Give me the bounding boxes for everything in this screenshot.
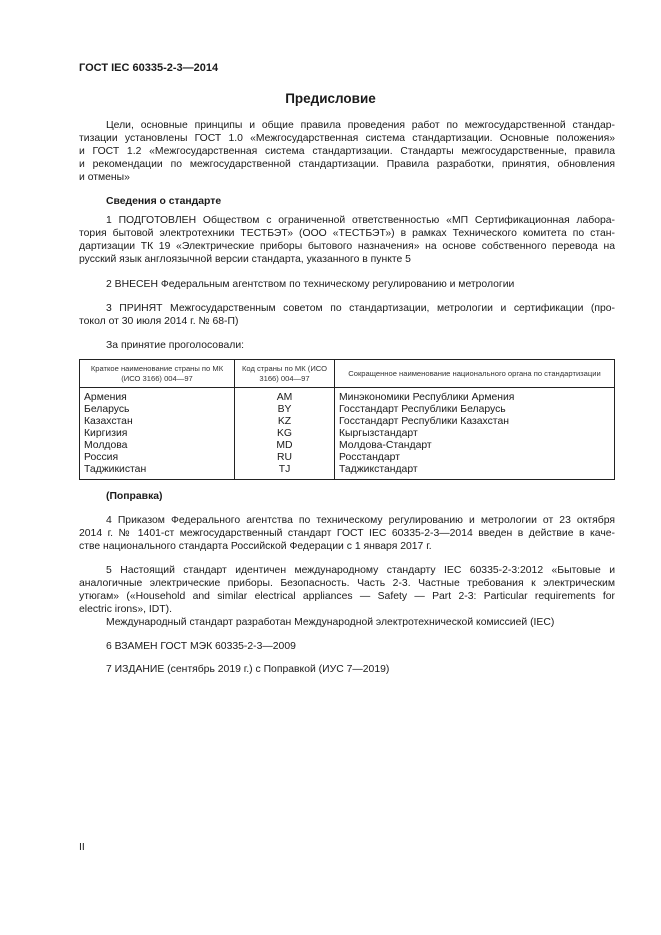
code-cell: MD: [235, 440, 335, 452]
body-cell: Молдова-Стандарт: [335, 440, 615, 452]
country-cell: Молдова: [80, 440, 235, 452]
vote-intro-paragraph: [79, 339, 615, 352]
item-3-line: 3 ПРИНЯТ Межгосударственным советом по стандартизации, метрологии и сертификации (про-: [106, 303, 615, 314]
intro-line: и ГОСТ 1.2 «Межгосударственная система стандартизации. Стандарты межгосударственные, правила: [79, 146, 615, 157]
body-cell: Кыргызстандарт: [335, 428, 615, 440]
body-cell: Росстандарт: [335, 452, 615, 464]
item-5-line: аналогичные электрические приборы. Безопасность. Часть 2-3. Частные требования к электрическим: [79, 578, 615, 589]
item-1-line: русский язык англоязычной версии стандарта, указанного в пункте 5: [79, 254, 411, 265]
table-row: [80, 440, 615, 452]
body-cell: Минэкономики Республики Армения: [335, 388, 615, 405]
item-5-line: утюгам» («Household and similar electrical appliances — Safety — Part 2-3: Particular requirements for: [79, 591, 615, 602]
body-cell: Госстандарт Республики Беларусь: [335, 404, 615, 416]
table-header-code: Код страны по МК (ИСО 3166) 004—97: [235, 360, 335, 388]
table-header-row: [80, 360, 615, 388]
item-4-paragraph: [79, 514, 615, 553]
item-5-line: 5 Настоящий стандарт идентичен международному стандарту IEC 60335-2-3:2012 «Бытовые и: [106, 565, 615, 576]
item-4-line: 2014 г. № 1401-ст межгосударственный стандарт ГОСТ IEC 60335-2-3—2014 введен в действие в каче-: [79, 528, 615, 539]
item-1-line: 1 ПОДГОТОВЛЕН Обществом с ограниченной ответственностью «МП Сертификационная лабора-: [106, 215, 615, 226]
intro-line: Цели, основные принципы и общие правила проведения работ по межгосударственной стандар-: [106, 120, 615, 131]
code-cell: TJ: [235, 464, 335, 480]
item-7-line: 7 ИЗДАНИЕ (сентябрь 2019 г.) с Поправкой (ИУС 7—2019): [106, 664, 390, 675]
page-number: II: [79, 842, 85, 853]
item-2-line: 2 ВНЕСЕН Федеральным агентством по техническому регулированию и метрологии: [106, 279, 515, 290]
code-cell: KZ: [235, 416, 335, 428]
table-row: [80, 416, 615, 428]
country-cell: Казахстан: [80, 416, 235, 428]
country-cell: Беларусь: [80, 404, 235, 416]
intro-line: и рекомендации по межгосударственной стандартизации. Правила разработки, принятия, обновления: [79, 159, 615, 170]
item-1-line: дартизации ТК 19 «Электрические приборы бытового назначения» на основе собственного перевода на: [79, 241, 615, 252]
item-6-paragraph: [79, 640, 615, 653]
item-2-paragraph: [79, 278, 615, 291]
table-header-country: Краткое наименование страны по МК (ИСО 3166) 004—97: [80, 360, 235, 388]
code-cell: KG: [235, 428, 335, 440]
code-cell: RU: [235, 452, 335, 464]
item-5-note: Международный стандарт разработан Международной электротехнической комиссией (IEC): [106, 617, 555, 628]
item-3-paragraph: [79, 302, 615, 328]
item-1-paragraph: [79, 214, 615, 266]
item-4-line: 4 Приказом Федерального агентства по техническому регулированию и метрологии от 23 октября: [106, 515, 615, 526]
item-5-line: electric irons», IDT).: [79, 604, 172, 615]
country-cell: Армения: [80, 388, 235, 405]
body-cell: Таджикстандарт: [335, 464, 615, 480]
table-row: [80, 464, 615, 480]
intro-paragraph: [79, 119, 615, 184]
document-code: ГОСТ IEC 60335-2-3—2014: [79, 62, 219, 74]
country-cell: Киргизия: [80, 428, 235, 440]
item-7-paragraph: [79, 663, 615, 676]
table-row: [80, 428, 615, 440]
intro-line: тизации установлены ГОСТ 1.0 «Межгосударственная система стандартизации. Основные положения»: [79, 133, 615, 144]
item-4-line: стве национального стандарта Российской Федерации с 1 января 2017 г.: [79, 541, 432, 552]
table-header-body: Сокращенное наименование национального органа по стандартизации: [335, 360, 615, 388]
body-cell: Госстандарт Республики Казахстан: [335, 416, 615, 428]
table-row: [80, 388, 615, 405]
item-5-paragraph: [79, 564, 615, 629]
vote-intro: За принятие проголосовали:: [106, 340, 245, 351]
country-cell: Россия: [80, 452, 235, 464]
amendment-label: (Поправка): [106, 491, 163, 502]
code-cell: AM: [235, 388, 335, 405]
country-cell: Таджикистан: [80, 464, 235, 480]
item-6-line: 6 ВЗАМЕН ГОСТ МЭК 60335-2-3—2009: [106, 641, 296, 652]
section-title: Сведения о стандарте: [106, 196, 222, 207]
page-title: Предисловие: [285, 91, 376, 106]
table-row: [80, 404, 615, 416]
table-row: [80, 452, 615, 464]
code-cell: BY: [235, 404, 335, 416]
intro-line: и отмены»: [79, 172, 130, 183]
item-1-line: тория бытовой электротехники ТЕСТБЭТ» (ООО «ТЕСТБЭТ») в рамках Технического комитета по стан-: [79, 228, 615, 239]
item-3-line: токол от 30 июля 2014 г. № 68-П): [79, 316, 239, 327]
voting-table: [79, 359, 615, 480]
